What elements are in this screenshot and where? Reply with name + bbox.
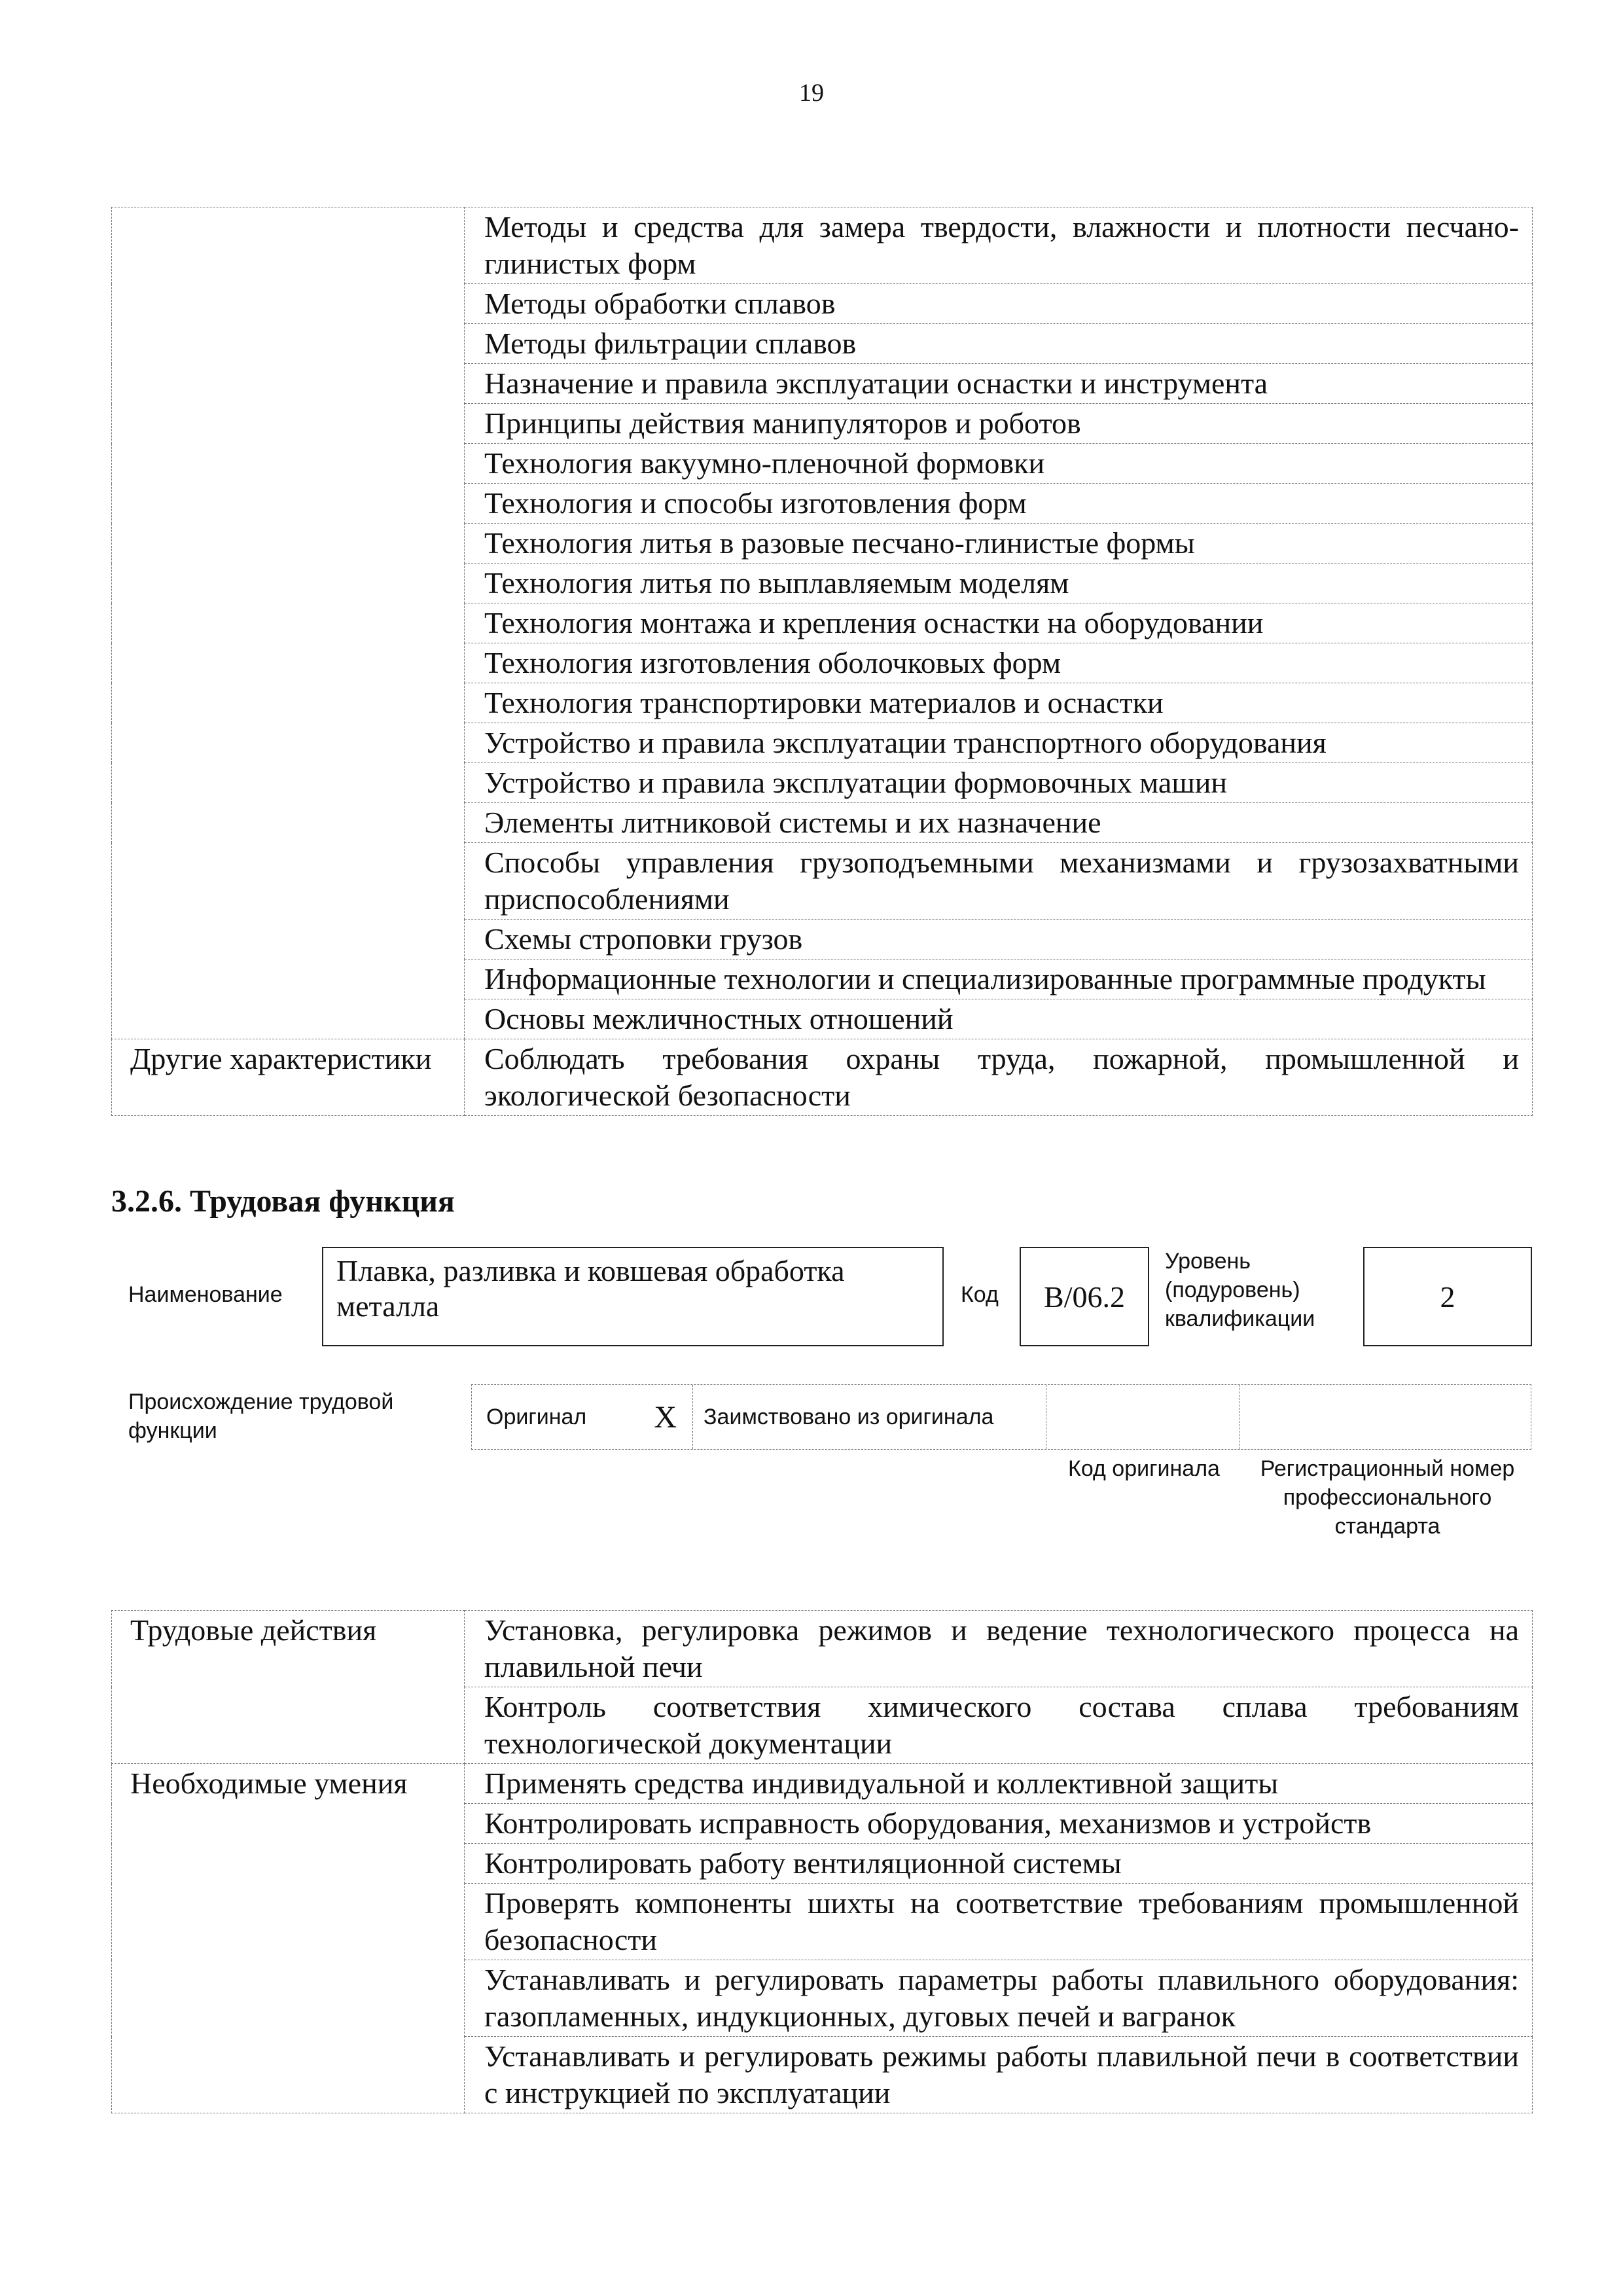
row-item: Технология транспортировки материалов и оснастки	[465, 683, 1533, 723]
row-item: Методы фильтрации сплавов	[465, 324, 1533, 364]
table-row	[112, 1039, 1533, 1116]
row-item: Технология монтажа и крепления оснастки на оборудовании	[465, 603, 1533, 643]
page-number: 19	[799, 79, 824, 107]
row-item: Схемы строповки грузов	[465, 920, 1533, 960]
row-item: Контроль соответствия химического состава сплава требованиям технологической документации	[465, 1687, 1533, 1764]
row-item: Технология изготовления оболочковых форм	[465, 643, 1533, 683]
row-item: Методы и средства для замера твердости, влажности и плотности песчано-глинистых форм	[465, 207, 1533, 284]
row-item: Технология литья по выплавляемым моделям	[465, 564, 1533, 603]
origin-original-mark: X	[654, 1399, 677, 1435]
function-code-value: В/06.2	[1020, 1247, 1149, 1346]
qualification-level-label: Уровень (подуровень) квалификации	[1165, 1249, 1315, 1331]
row-label: Другие характеристики	[112, 1039, 465, 1116]
row-item: Устанавливать и регулировать параметры работы плавильного оборудования: газопламенных, индукционных, дуговых печей и вагранок	[465, 1960, 1533, 2037]
row-item: Информационные технологии и специализированные программные продукты	[465, 960, 1533, 999]
section-title: 3.2.6. Трудовая функция	[111, 1184, 455, 1219]
origin-borrowed-cell: Заимствовано из оригинала	[693, 1385, 1046, 1449]
row-label: Трудовые действия	[112, 1611, 465, 1764]
row-item: Назначение и правила эксплуатации оснастки и инструмента	[465, 364, 1533, 404]
row-item: Устройство и правила эксплуатации транспортного оборудования	[465, 723, 1533, 763]
row-item: Установка, регулировка режимов и ведение технологического процесса на плавильной печи	[465, 1611, 1533, 1687]
function-table	[111, 1610, 1533, 2113]
row-item: Соблюдать требования охраны труда, пожарной, промышленной и экологической безопасности	[465, 1039, 1533, 1116]
row-item: Элементы литниковой системы и их назначение	[465, 803, 1533, 843]
registration-number-label: Регистрационный номер профессионального стандарта	[1260, 1456, 1515, 1539]
function-name-value: Плавка, разливка и ковшевая обработка металла	[322, 1247, 944, 1346]
row-item: Технология литья в разовые песчано-глинистые формы	[465, 524, 1533, 564]
origin-original-label: Оригинал	[486, 1404, 587, 1429]
row-item: Методы обработки сплавов	[465, 284, 1533, 324]
row-item: Контролировать исправность оборудования, механизмов и устройств	[465, 1804, 1533, 1844]
row-item: Устанавливать и регулировать режимы работы плавильной печи в соответствии с инструкцией по эксплуатации	[465, 2037, 1533, 2113]
row-item: Способы управления грузоподъемными механизмами и грузозахватными приспособлениями	[465, 843, 1533, 920]
origin-original-cell	[472, 1385, 693, 1449]
row-item: Технология вакуумно-пленочной формовки	[465, 444, 1533, 484]
row-item: Контролировать работу вентиляционной системы	[465, 1844, 1533, 1884]
qualification-level-value: 2	[1363, 1247, 1532, 1346]
row-item: Основы межличностных отношений	[465, 999, 1533, 1039]
table-row	[112, 207, 1533, 284]
row-label: Необходимые умения	[112, 1764, 465, 2113]
origin-code-cell	[1046, 1385, 1240, 1449]
origin-label: Происхождение трудовой функции	[128, 1390, 394, 1443]
code-original-label: Код оригинала	[1068, 1456, 1220, 1481]
knowledge-table	[111, 207, 1533, 1116]
row-label	[112, 207, 465, 1039]
row-item: Устройство и правила эксплуатации формовочных машин	[465, 763, 1533, 803]
row-item: Принципы действия манипуляторов и роботов	[465, 404, 1533, 444]
row-item: Проверять компоненты шихты на соответствие требованиям промышленной безопасности	[465, 1884, 1533, 1960]
table-row	[112, 1764, 1533, 1804]
origin-row	[471, 1384, 1531, 1450]
table-row	[112, 1611, 1533, 1687]
function-code-label: Код	[961, 1282, 999, 1307]
function-name-label: Наименование	[128, 1282, 283, 1307]
row-item: Технология и способы изготовления форм	[465, 484, 1533, 524]
origin-reg-number-cell	[1240, 1385, 1531, 1449]
row-item: Применять средства индивидуальной и коллективной защиты	[465, 1764, 1533, 1804]
